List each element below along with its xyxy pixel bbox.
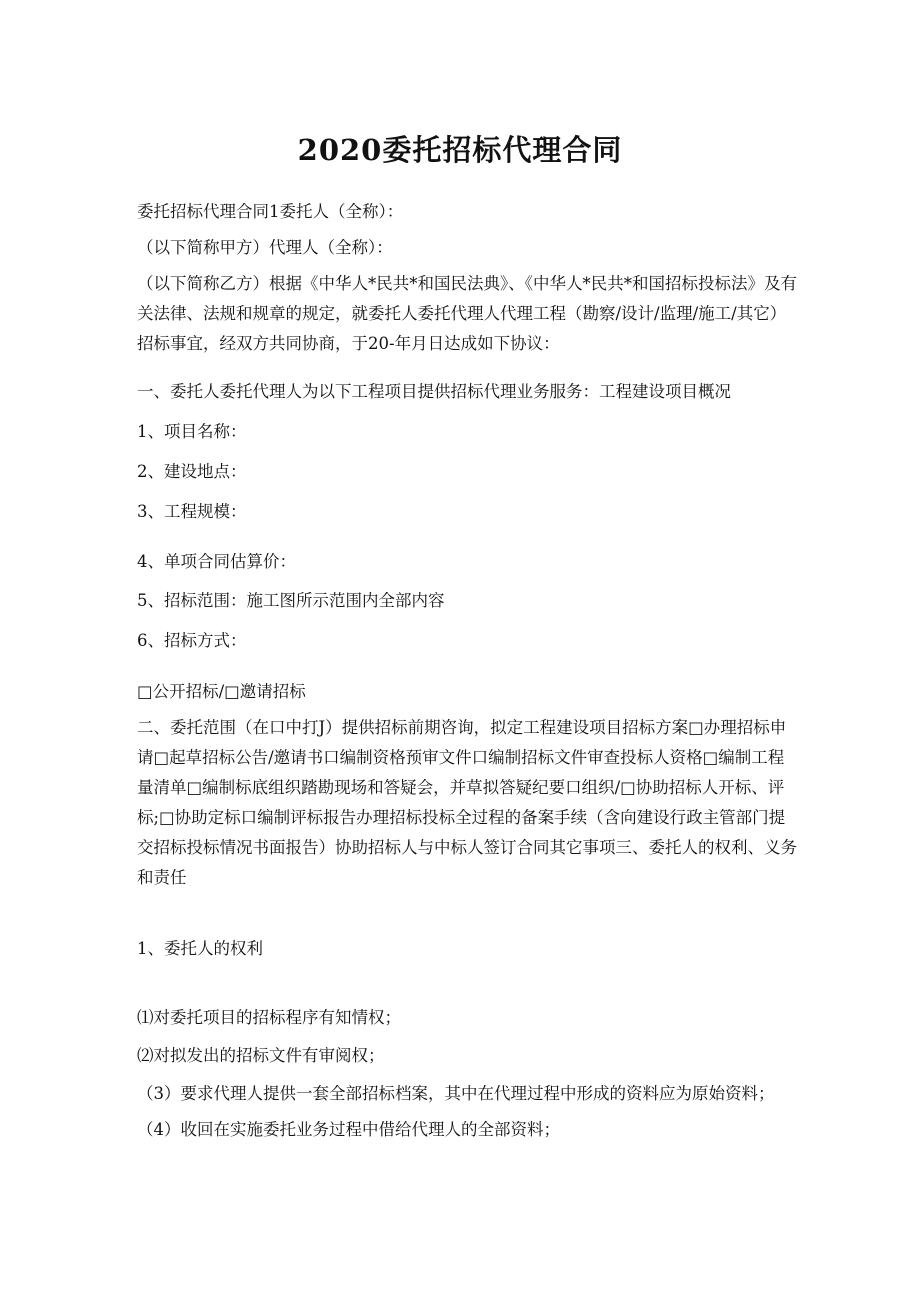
item-project-name: 1、项目名称： <box>137 422 247 441</box>
paragraph-2: （以下简称甲方）代理人（全称）： <box>137 238 393 257</box>
paragraph-1: 委托招标代理合同1委托人（全称）： <box>137 202 404 221</box>
right-1: ⑴对委托项目的招标程序有知情权； <box>137 1008 401 1027</box>
item-estimate: 4、单项合同估算价： <box>137 552 296 571</box>
right-4: （4）收回在实施委托业务过程中借给代理人的全部资料； <box>137 1120 560 1139</box>
rights-heading: 1、委托人的权利 <box>137 939 263 958</box>
method-options: □公开招标/□邀请招标 <box>137 682 306 701</box>
item-scope: 5、招标范围：施工图所示范围内全部内容 <box>137 591 445 610</box>
item-scale: 3、工程规模： <box>137 502 247 521</box>
right-3: （3）要求代理人提供一套全部招标档案，其中在代理过程中形成的资料应为原始资料； <box>137 1084 775 1103</box>
item-location: 2、建设地点： <box>137 462 247 481</box>
right-2: ⑵对拟发出的招标文件有审阅权； <box>137 1046 385 1065</box>
document-title: 2020委托招标代理合同 <box>297 133 623 167</box>
paragraph-3: （以下简称乙方）根据《中华人*民共*和国民法典》、《中华人*民共*和国招标投标法》及有关法律、法规和规章的规定，就委托人委托代理人代理工程（勘察/设计/监理/施工/其它）招标事宜，经双方共同协商，于20-年月日达成如下协议： <box>137 274 797 353</box>
item-method: 6、招标方式： <box>137 631 247 650</box>
section-2-paragraph: 二、委托范围（在口中打J）提供招标前期咨询，拟定工程建设项目招标方案□办理招标申请□起草招标公告/邀请书口编制资格预审文件口编制招标文件审查投标人资格□编制工程量清单□编制标底组织踏勘现场和答疑会，并草拟答疑纪要口组织/□协助招标人开标、评标;□协助定标口编制评标报告办理招标投标全过程的备案手续（含向建设行政主管部门提交招标投标情况书面报告）协助招标人与中标人签订合同其它事项三、委托人的权利、义务和责任 <box>137 718 797 887</box>
section-1-heading: 一、委托人委托代理人为以下工程项目提供招标代理业务服务：工程建设项目概况 <box>137 382 731 401</box>
